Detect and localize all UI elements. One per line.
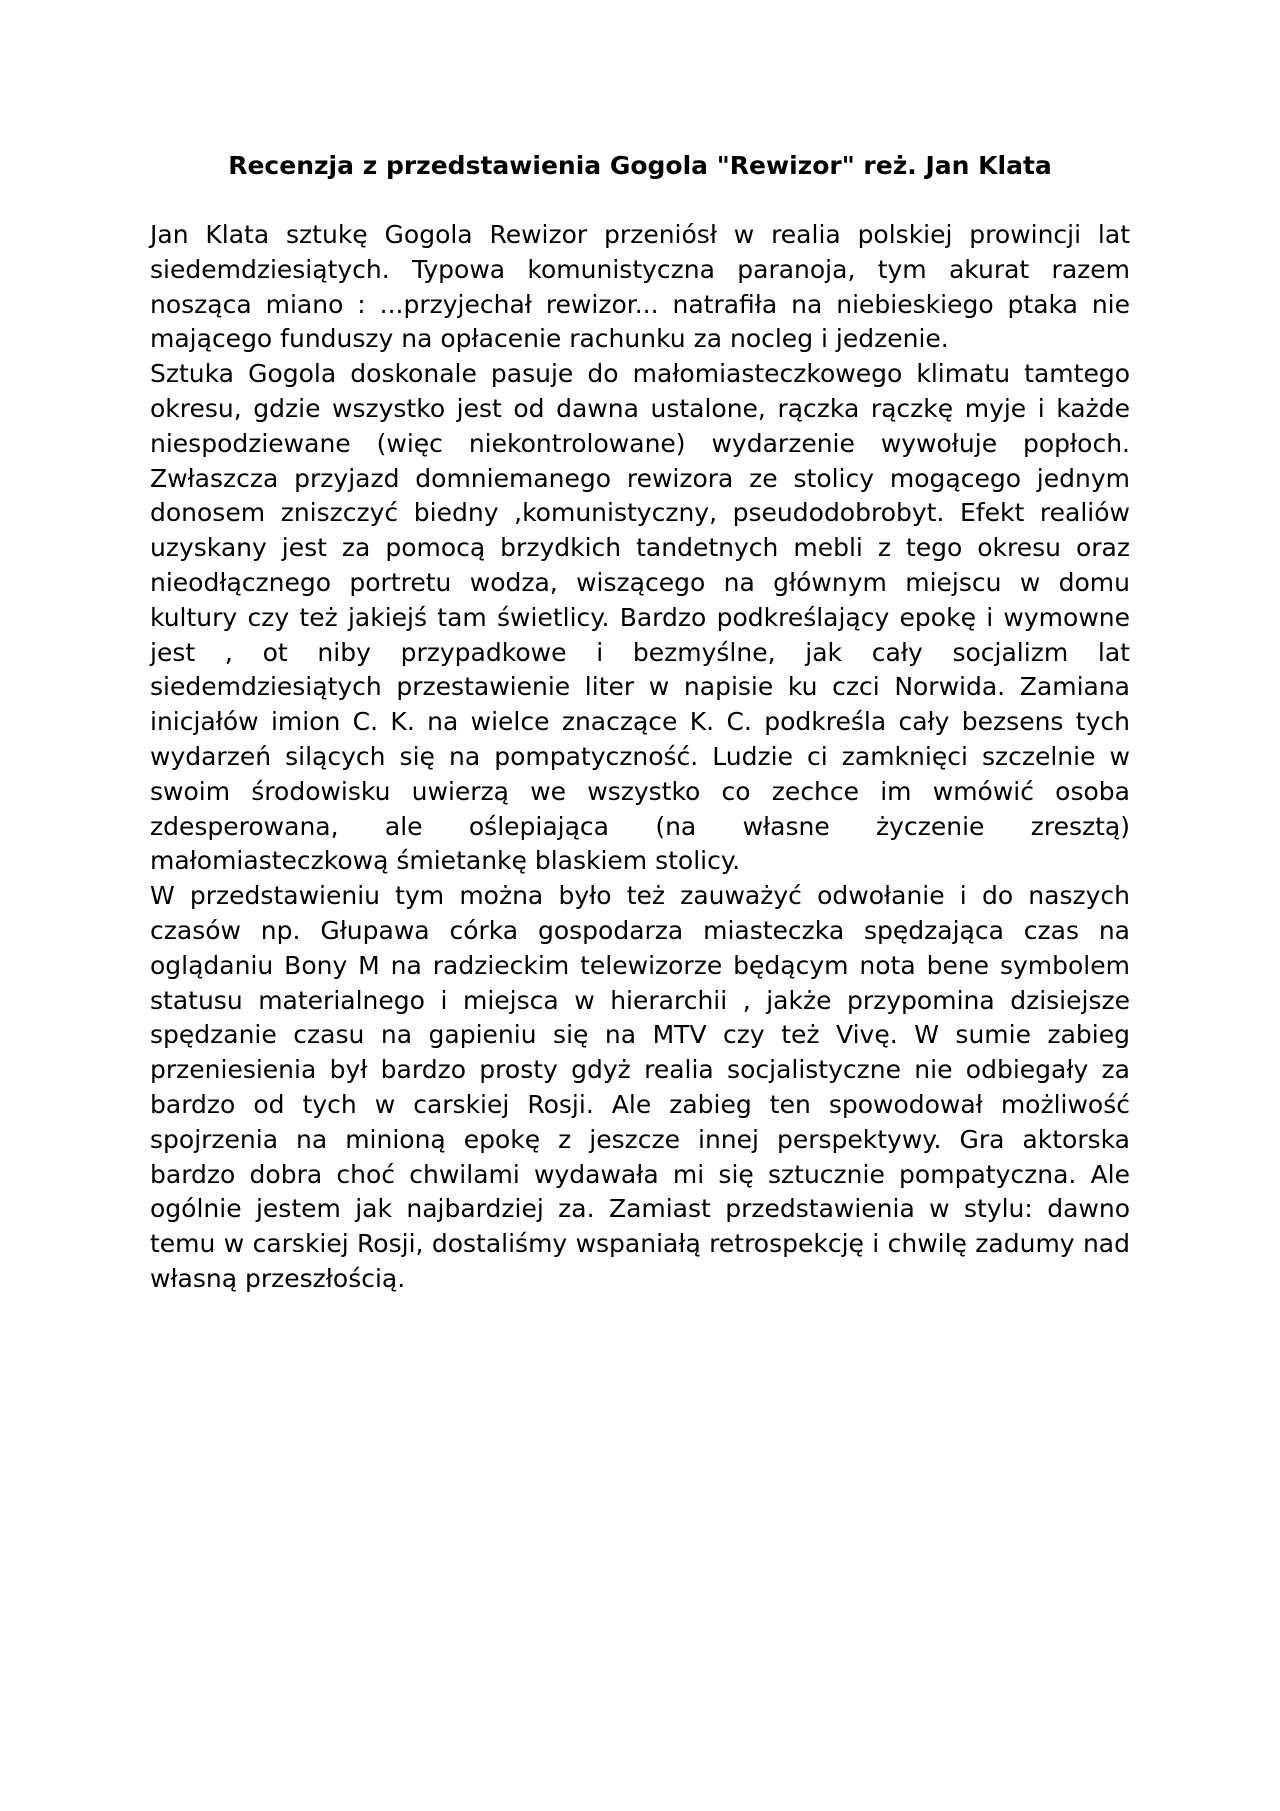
paragraph-analysis: Sztuka Gogola doskonale pasuje do małomiasteczkowego klimatu tamtego okresu, gdzie wszystko jest od dawna ustalone, rączka rączkę myje i każde niespodziewane (więc niekontrolowane) wydarzenie wywołuje popłoch. Zwłaszcza przyjazd domniemanego rewizora ze stolicy mogącego jednym donosem zniszczyć biedny ,komunistyczny, pseudodobrobyt. Efekt realiów uzyskany jest za pomocą brzydkich tandetnych mebli z tego okresu oraz nieodłącznego portretu wodza, wiszącego na głównym miejscu w domu kultury czy też jakiejś tam świetlicy. Bardzo podkreślający epokę i wymowne jest , ot niby przypadkowe i bezmyślne, jak cały socjalizm lat siedemdziesiątych przestawienie liter w napisie ku czci Norwida. Zamiana inicjałów imion C. K. na wielce znaczące K. C. podkreśla cały bezsens tych wydarzeń silących się na pompatyczność. Ludzie ci zamknięci szczelnie w swoim środowisku uwierzą we wszystko co zechce im wmówić osoba zdesperowana, ale oślepiająca (na własne życzenie zresztą) małomiasteczkową śmietankę blaskiem stolicy. bbox=[150, 359, 1130, 876]
document-title: Recenzja z przedstawienia Gogola "Rewizor" reż. Jan Klata bbox=[228, 151, 1052, 180]
paragraph-intro: Jan Klata sztukę Gogola Rewizor przeniósł w realia polskiej prowincji lat siedemdziesiątych. Typowa komunistyczna paranoja, tym akurat razem nosząca miano : ...przyjechał rewizor... natrafiła na niebieskiego ptaka nie mającego funduszy na opłacenie rachunku za nocleg i jedzenie. bbox=[150, 220, 1130, 354]
document-body bbox=[150, 218, 1130, 1297]
paragraph-conclusion: W przedstawieniu tym można było też zauważyć odwołanie i do naszych czasów np. Głupawa córka gospodarza miasteczka spędzająca czas na oglądaniu Bony M na radzieckim telewizorze będącym nota bene symbolem statusu materialnego i miejsca w hierarchii , jakże przypomina dzisiejsze spędzanie czasu na gapieniu się na MTV czy też Vivę. W sumie zabieg przeniesienia był bardzo prosty gdyż realia socjalistyczne nie odbiegały za bardzo od tych w carskiej Rosji. Ale zabieg ten spowodował możliwość spojrzenia na minioną epokę z jeszcze innej perspektywy. Gra aktorska bardzo dobra choć chwilami wydawała mi się sztucznie pompatyczna. Ale ogólnie jestem jak najbardziej za. Zamiast przedstawienia w stylu: dawno temu w carskiej Rosji, dostaliśmy wspaniałą retrospekcję i chwilę zadumy nad własną przeszłością. bbox=[150, 881, 1130, 1293]
